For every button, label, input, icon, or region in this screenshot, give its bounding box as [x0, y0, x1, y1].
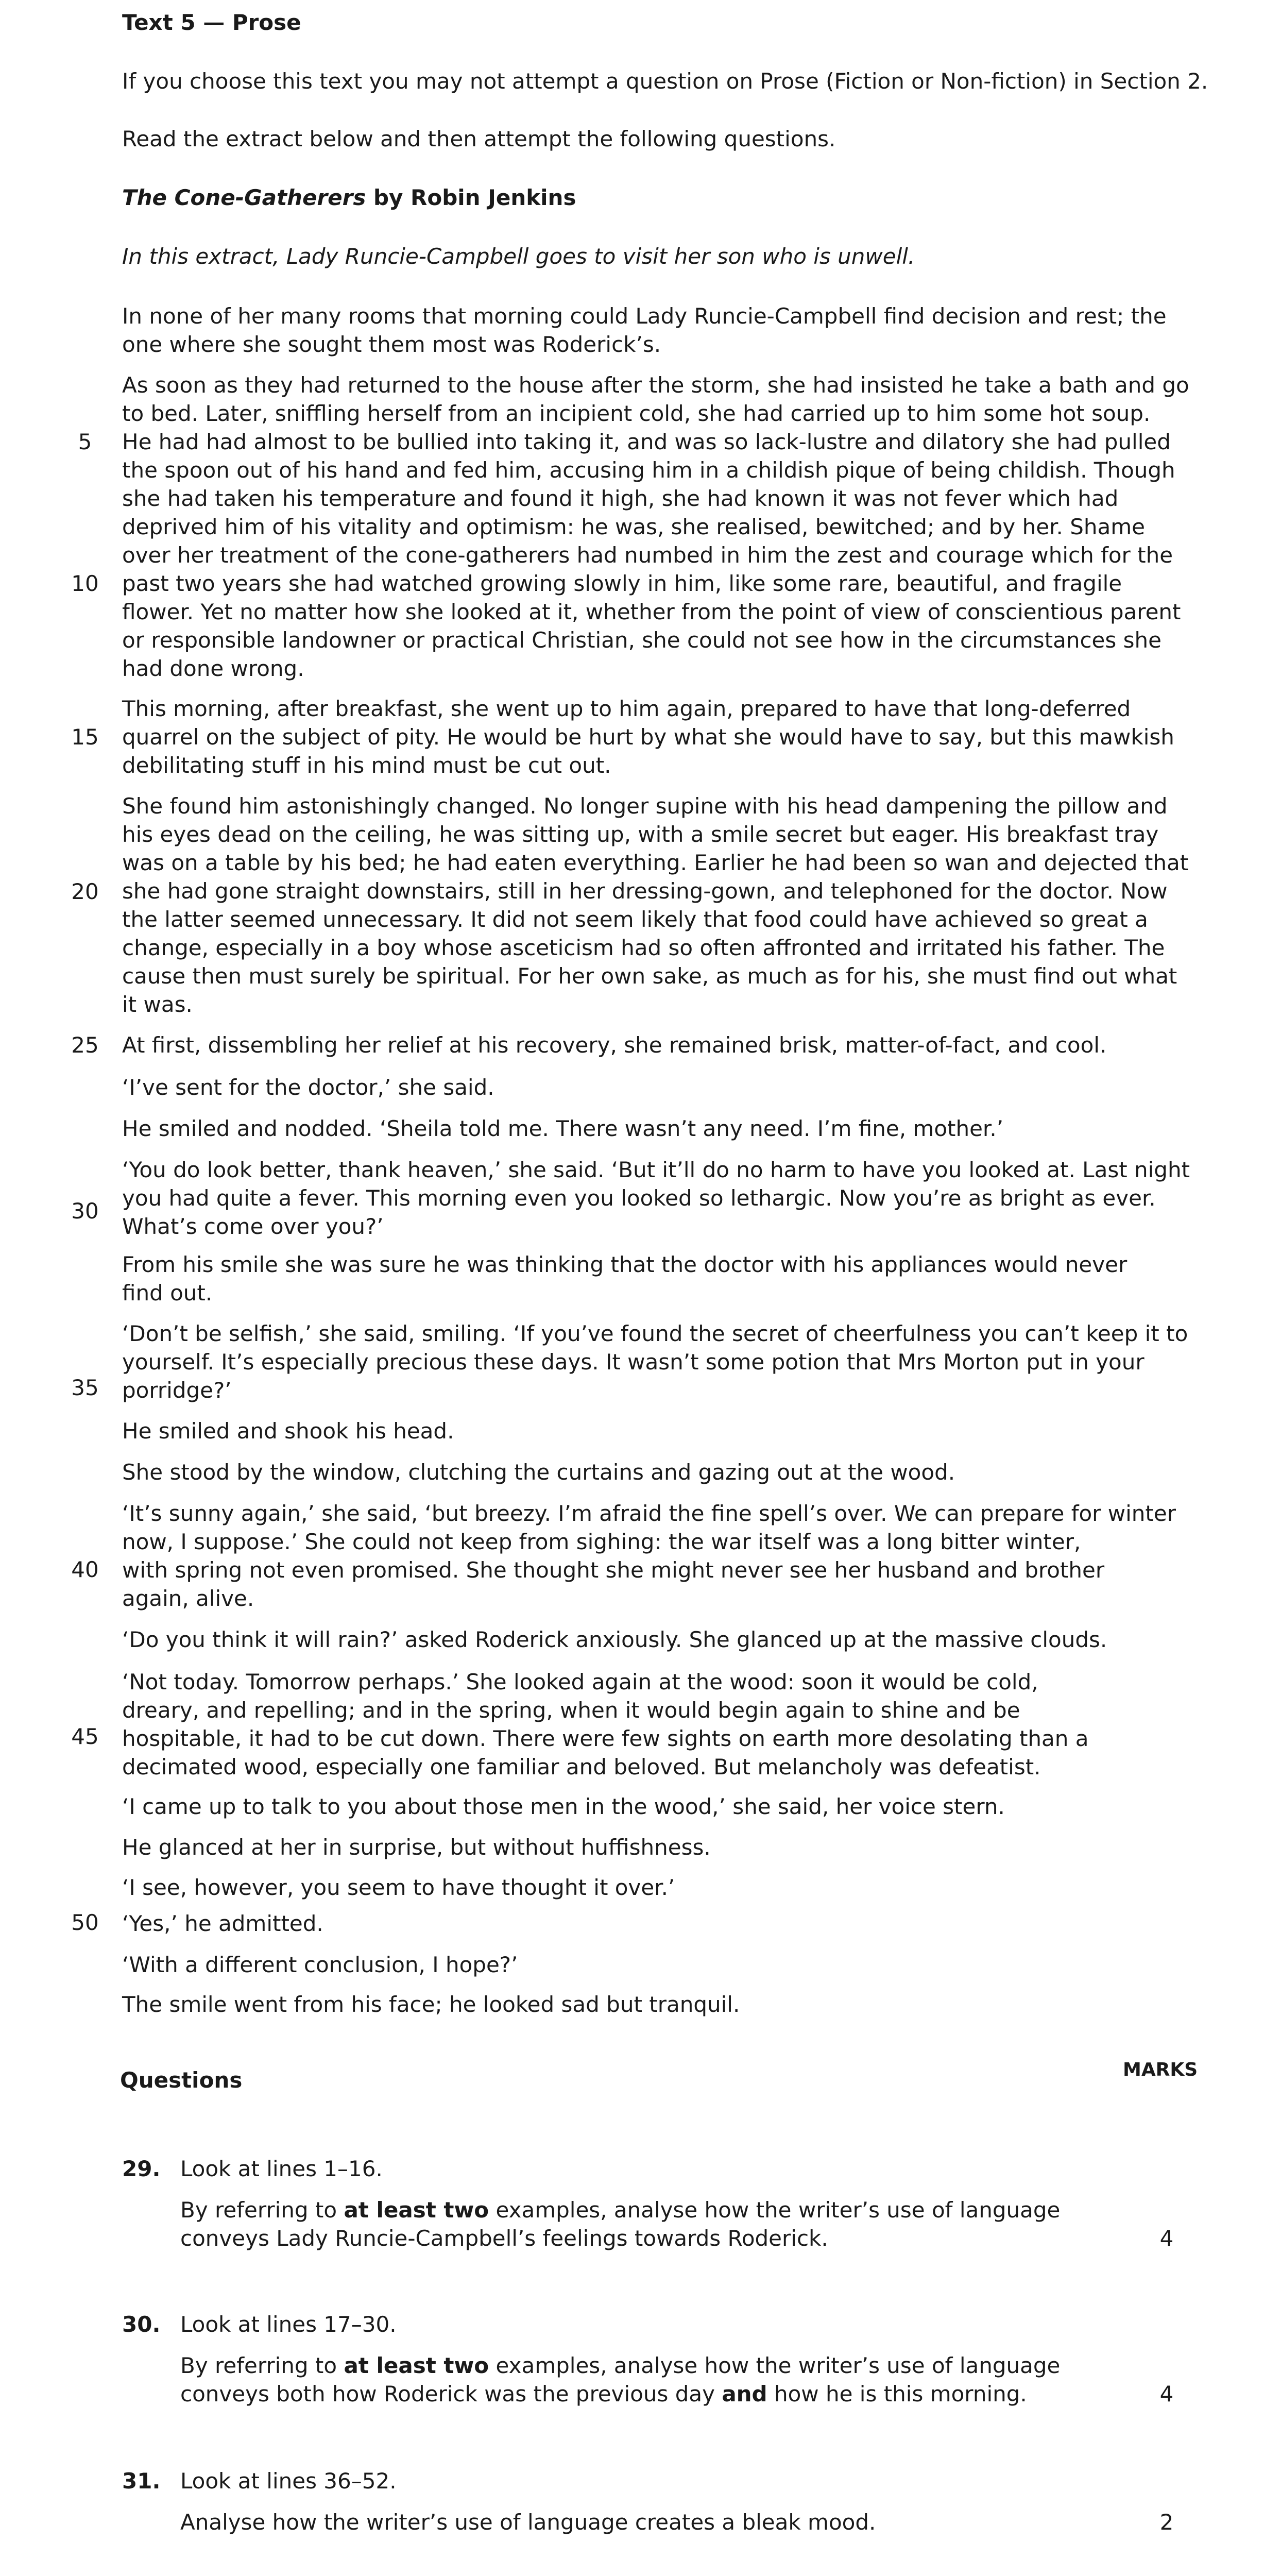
instruction-choose-text: If you choose this text you may not attempt a question on Prose (Fiction or Non-fiction) in Section 2. — [122, 69, 1208, 94]
question-number: 29. — [122, 2156, 161, 2181]
extract-paragraph — [122, 1031, 1173, 1059]
extract-paragraph — [122, 1417, 1173, 1445]
text-line — [180, 2380, 1107, 2408]
question-29-body — [180, 2196, 1107, 2252]
text-line: decimated wood, especially one familiar and beloved. But melancholy was defeatist. — [122, 1754, 1041, 1780]
text-run: conveys both how Roderick was the previous day — [180, 2381, 722, 2406]
text-run: examples, analyse how the writer’s use of language — [489, 2353, 1061, 2378]
question-lead: Look at lines 36–52. — [180, 2468, 397, 2494]
text-line: you had quite a fever. This morning even you looked so lethargic. Now you’re as bright as ever. — [122, 1185, 1156, 1211]
text-line: now, I suppose.’ She could not keep from sighing: the war itself was a long bitter winter, — [122, 1529, 1081, 1554]
text-line: yourself. It’s especially precious these days. It wasn’t some potion that Mrs Morton put in your — [122, 1349, 1145, 1375]
text-line — [180, 2196, 1107, 2224]
line-number: 50 — [71, 1910, 99, 1935]
extract-paragraph — [122, 1458, 1173, 1486]
question-number: 30. — [122, 2312, 161, 2337]
extract-paragraph — [122, 1250, 1173, 1307]
text-line — [180, 2351, 1107, 2380]
question-31-body — [180, 2508, 1107, 2536]
text-line: He smiled and nodded. ‘Sheila told me. There wasn’t any need. I’m fine, mother.’ — [122, 1116, 1004, 1141]
extract-intro: In this extract, Lady Runcie-Campbell goes to visit her son who is unwell. — [122, 244, 915, 269]
book-title: The Cone-Gatherers — [122, 185, 366, 210]
text-line: ‘You do look better, thank heaven,’ she said. ‘But it’ll do no harm to have you looked at. Last night — [122, 1157, 1190, 1182]
text-line: or responsible landowner or practical Christian, she could not see how in the circumstances she — [122, 628, 1161, 653]
extract-paragraph — [122, 694, 1173, 779]
text-line: past two years she had watched growing slowly in him, like some rare, beautiful, and fragile — [122, 571, 1122, 596]
text-line: ‘Not today. Tomorrow perhaps.’ She looked again at the wood: soon it would be cold, — [122, 1669, 1038, 1694]
book-author: by Robin Jenkins — [366, 185, 576, 210]
extract-paragraph — [122, 1668, 1173, 1781]
question-31 — [180, 2467, 1107, 2495]
text-line: cause then must surely be spiritual. For her own sake, as much as for his, she must find out what — [122, 963, 1177, 989]
extract-paragraph — [122, 1990, 1173, 2019]
text-line: change, especially in a boy whose asceticism had so often affronted and irritated his father. The — [122, 935, 1165, 960]
text-line: it was. — [122, 992, 193, 1017]
line-number: 30 — [71, 1198, 99, 1224]
question-marks: 4 — [1159, 2226, 1174, 2251]
text-line: find out. — [122, 1280, 213, 1306]
instruction-read-extract: Read the extract below and then attempt the following questions. — [122, 126, 836, 151]
question-lead: Look at lines 1–16. — [180, 2156, 383, 2181]
text-line: had done wrong. — [122, 656, 304, 681]
emphasis: at least two — [344, 2197, 489, 2223]
text-line: one where she sought them most was Roderick’s. — [122, 332, 661, 357]
line-number: 25 — [71, 1032, 99, 1058]
text-line: flower. Yet no matter how she looked at it, whether from the point of view of conscientious parent — [122, 599, 1181, 624]
line-number: 45 — [71, 1724, 99, 1749]
text-line: she had gone straight downstairs, still in her dressing-gown, and telephoned for the doctor. Now — [122, 878, 1168, 904]
text-line: In none of her many rooms that morning could Lady Runcie-Campbell find decision and rest; the — [122, 303, 1167, 329]
text-line: She found him astonishingly changed. No longer supine with his head dampening the pillow and — [122, 793, 1168, 819]
text-run: By referring to — [180, 2197, 344, 2223]
question-lead: Look at lines 17–30. — [180, 2312, 397, 2337]
line-number: 5 — [78, 429, 92, 454]
line-number: 10 — [71, 571, 99, 596]
text-run: By referring to — [180, 2353, 344, 2378]
text-line: quarrel on the subject of pity. He would be hurt by what she would have to say, but this mawkish — [122, 724, 1174, 750]
line-number: 15 — [71, 724, 99, 750]
text-line: conveys Lady Runcie-Campbell’s feelings towards Roderick. — [180, 2226, 828, 2251]
extract-paragraph — [122, 792, 1189, 1019]
text-line: She stood by the window, clutching the curtains and gazing out at the wood. — [122, 1460, 955, 1485]
question-29 — [180, 2155, 1107, 2183]
line-number: 40 — [71, 1557, 99, 1582]
emphasis: at least two — [344, 2353, 489, 2378]
text-line: As soon as they had returned to the house after the storm, she had insisted he take a bath and go — [122, 372, 1189, 398]
extract-paragraph — [122, 1951, 1173, 1979]
text-run: examples, analyse how the writer’s use of language — [489, 2197, 1061, 2223]
extract-paragraph — [122, 1114, 1173, 1143]
text-line: Analyse how the writer’s use of language creates a bleak mood. — [180, 2510, 876, 2535]
emphasis: and — [722, 2381, 767, 2406]
text-run: how he is this morning. — [767, 2381, 1027, 2406]
extract-paragraph — [122, 371, 1189, 683]
text-line: she had taken his temperature and found it high, she had known it was not fever which had — [122, 486, 1119, 511]
text-line: What’s come over you?’ — [122, 1214, 384, 1239]
extract-paragraph — [122, 302, 1173, 359]
question-marks: 2 — [1159, 2510, 1174, 2535]
question-30 — [180, 2310, 1107, 2338]
text-line: ‘I came up to talk to you about those men in the wood,’ she said, her voice stern. — [122, 1794, 1005, 1819]
text-line: He glanced at her in surprise, but without huffishness. — [122, 1835, 711, 1860]
text-line: debilitating stuff in his mind must be cut out. — [122, 753, 611, 778]
question-30-body — [180, 2351, 1107, 2408]
text-line: ‘I see, however, you seem to have thought it over.’ — [122, 1875, 675, 1900]
text-line: ‘Yes,’ he admitted. — [122, 1911, 323, 1936]
extract-paragraph — [122, 1833, 1173, 1861]
extract-paragraph — [122, 1873, 1173, 1902]
extract-paragraph — [122, 1156, 1190, 1241]
extract-paragraph — [122, 1625, 1173, 1654]
extract-paragraph — [122, 1499, 1176, 1613]
section-title: Text 5 — Prose — [122, 10, 301, 35]
text-line: ‘I’ve sent for the doctor,’ she said. — [122, 1075, 494, 1100]
text-line: From his smile she was sure he was thinking that the doctor with his appliances would never — [122, 1252, 1128, 1277]
text-line: his eyes dead on the ceiling, he was sitting up, with a smile secret but eager. His breakfast tray — [122, 822, 1159, 847]
question-marks: 4 — [1159, 2381, 1174, 2406]
text-line: dreary, and repelling; and in the spring, when it would begin again to shine and be — [122, 1698, 1020, 1723]
questions-heading: Questions — [120, 2067, 243, 2093]
text-line: At first, dissembling her relief at his recovery, she remained brisk, matter-of-fact, and cool. — [122, 1032, 1107, 1058]
text-line: with spring not even promised. She thought she might never see her husband and brother — [122, 1557, 1105, 1583]
line-number: 20 — [71, 879, 99, 904]
marks-heading: MARKS — [1123, 2059, 1198, 2080]
question-number: 31. — [122, 2468, 161, 2494]
extract-paragraph — [122, 1909, 1173, 1938]
text-line: ‘Don’t be selfish,’ she said, smiling. ‘If you’ve found the secret of cheerfulness you can’t keep it to — [122, 1321, 1188, 1346]
book-heading — [122, 183, 576, 212]
text-line: the spoon out of his hand and fed him, accusing him in a childish pique of being childish. Though — [122, 457, 1175, 483]
text-line: ‘It’s sunny again,’ she said, ‘but breezy. I’m afraid the fine spell’s over. We can prepare for winter — [122, 1501, 1176, 1526]
text-line: hospitable, it had to be cut down. There were few sights on earth more desolating than a — [122, 1726, 1089, 1751]
text-line: porridge?’ — [122, 1378, 232, 1403]
line-number: 35 — [71, 1375, 99, 1400]
text-line: was on a table by his bed; he had eaten everything. Earlier he had been so wan and dejected that — [122, 850, 1189, 875]
text-line: He had had almost to be bullied into taking it, and was so lack-lustre and dilatory she had pulled — [122, 429, 1171, 454]
text-line: deprived him of his vitality and optimism: he was, she realised, bewitched; and by her. Shame — [122, 514, 1145, 539]
text-line: over her treatment of the cone-gatherers had numbed in him the zest and courage which for the — [122, 543, 1173, 568]
text-line: to bed. Later, sniffling herself from an incipient cold, she had carried up to him some hot soup. — [122, 401, 1151, 426]
text-line: This morning, after breakfast, she went up to him again, prepared to have that long-deferred — [122, 696, 1131, 721]
extract-paragraph — [122, 1073, 1173, 1101]
extract-paragraph — [122, 1792, 1173, 1821]
text-line: the latter seemed unnecessary. It did not seem likely that food could have achieved so great a — [122, 907, 1148, 932]
text-line: again, alive. — [122, 1586, 254, 1611]
text-line: The smile went from his face; he looked sad but tranquil. — [122, 1992, 740, 2017]
text-line: ‘With a different conclusion, I hope?’ — [122, 1952, 518, 1977]
text-line: He smiled and shook his head. — [122, 1418, 454, 1444]
extract-paragraph — [122, 1319, 1188, 1404]
text-line: ‘Do you think it will rain?’ asked Roderick anxiously. She glanced up at the massive clouds. — [122, 1627, 1107, 1652]
